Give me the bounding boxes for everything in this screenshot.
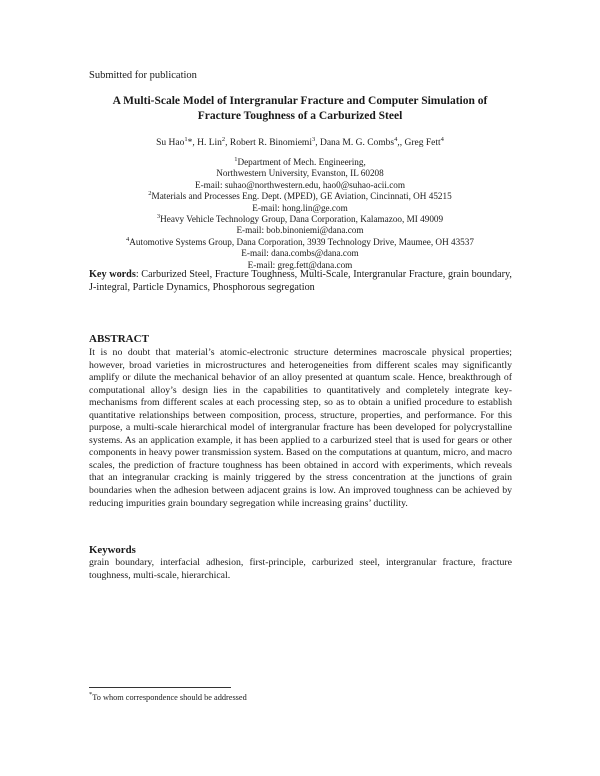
key-words-text: : Carburized Steel, Fracture Toughness, Multi-Scale, Intergranular Fracture, grain boundary, J-integral, Particle Dynamics, Phosphorous segregation bbox=[89, 269, 512, 294]
affiliation-line: $^1$Department of Mech. Engineering, bbox=[234, 155, 366, 167]
abstract-body: It is no doubt that material’s atomic-electronic structure determines macroscale physical properties; however, broad varieties in microstructures and heterogeneities from different scales may significantly amplify or dilute the mechanical behavior of an alloy presented at quantum scale. Hence, breakthrough of computational alloy’s design lies in the capabilities to quantitatively and completely integrate key-mechanisms from different scales at each processing step, so as to obtain a unified procedure to establish quantitative relationships between composition, process, structure, properties, and performance. For this purpose, a multi-scale hierarchical model of intergranular fracture has been developed for polycrystalline systems. As an application example, it has been applied to a carburized steel that is used for gears or other components in heavy power transmission system. Based on the computations at quantum, micro, and macro scales, the prediction of fracture toughness has been obtained in accord with experiments, which reveals that an integranular cracking is mainly triggered by the stress concentration at the junctions of grain boundaries when the adhesion between adjacent grains is low. An improved toughness can be achieved by reducing impurities grain boundary segregation while increasing grains’ ductility. bbox=[89, 347, 512, 509]
affiliation-line: Northwestern University, Evanston, IL 60208 bbox=[216, 168, 384, 179]
author: Su Hao$^1$*, bbox=[156, 135, 198, 148]
abstract-heading: ABSTRACT bbox=[89, 333, 149, 345]
paper-title bbox=[80, 94, 520, 124]
submission-note: Submitted for publication bbox=[89, 70, 197, 81]
title-line-1: A Multi-Scale Model of Intergranular Fracture and Computer Simulation of bbox=[112, 95, 488, 107]
affiliation-email: E-mail: bob.binoniemi@dana.com bbox=[236, 225, 364, 236]
footnote-divider bbox=[89, 687, 231, 688]
author-list bbox=[80, 137, 520, 149]
affiliation-email: E-mail: hong.lin@ge.com bbox=[252, 202, 348, 213]
author: H. Lin$^2$, bbox=[197, 135, 230, 148]
footnote: *To whom correspondence should be addressed bbox=[89, 691, 247, 702]
author: Greg Fett$^4$ bbox=[404, 135, 444, 148]
author: Robert R. Binomiemi$^3$, bbox=[229, 135, 320, 148]
key-words-label: Key words bbox=[89, 269, 136, 280]
affiliation-email: E-mail: greg.fett@dana.com bbox=[247, 259, 353, 270]
affiliation-line: $^4$Automotive Systems Group, Dana Corporation, 3939 Technology Drive, Maumee, OH 43537 bbox=[126, 235, 474, 247]
keywords-heading: Keywords bbox=[89, 544, 136, 556]
keywords-body: grain boundary, interfacial adhesion, first-principle, carburized steel, intergranular fracture, fracture toughness, multi-scale, hierarchical. bbox=[89, 557, 512, 581]
author: Dana M. G. Combs$^4$,, bbox=[319, 135, 405, 148]
affiliation-email: E-mail: suhao@northwestern.edu, hao0@suhao-acii.com bbox=[194, 179, 406, 190]
key-words-paragraph bbox=[89, 268, 512, 295]
affiliation-line: $^2$Materials and Processes Eng. Dept. (MPED), GE Aviation, Cincinnati, OH 45215 bbox=[148, 190, 452, 202]
title-line-2: Fracture Toughness of a Carburized Steel bbox=[197, 110, 403, 122]
affiliations bbox=[60, 157, 540, 271]
affiliation-email: E-mail: dana.combs@dana.com bbox=[241, 248, 359, 259]
affiliation-line: $^3$Heavy Vehicle Technology Group, Dana Corporation, Kalamazoo, MI 49009 bbox=[156, 212, 444, 225]
